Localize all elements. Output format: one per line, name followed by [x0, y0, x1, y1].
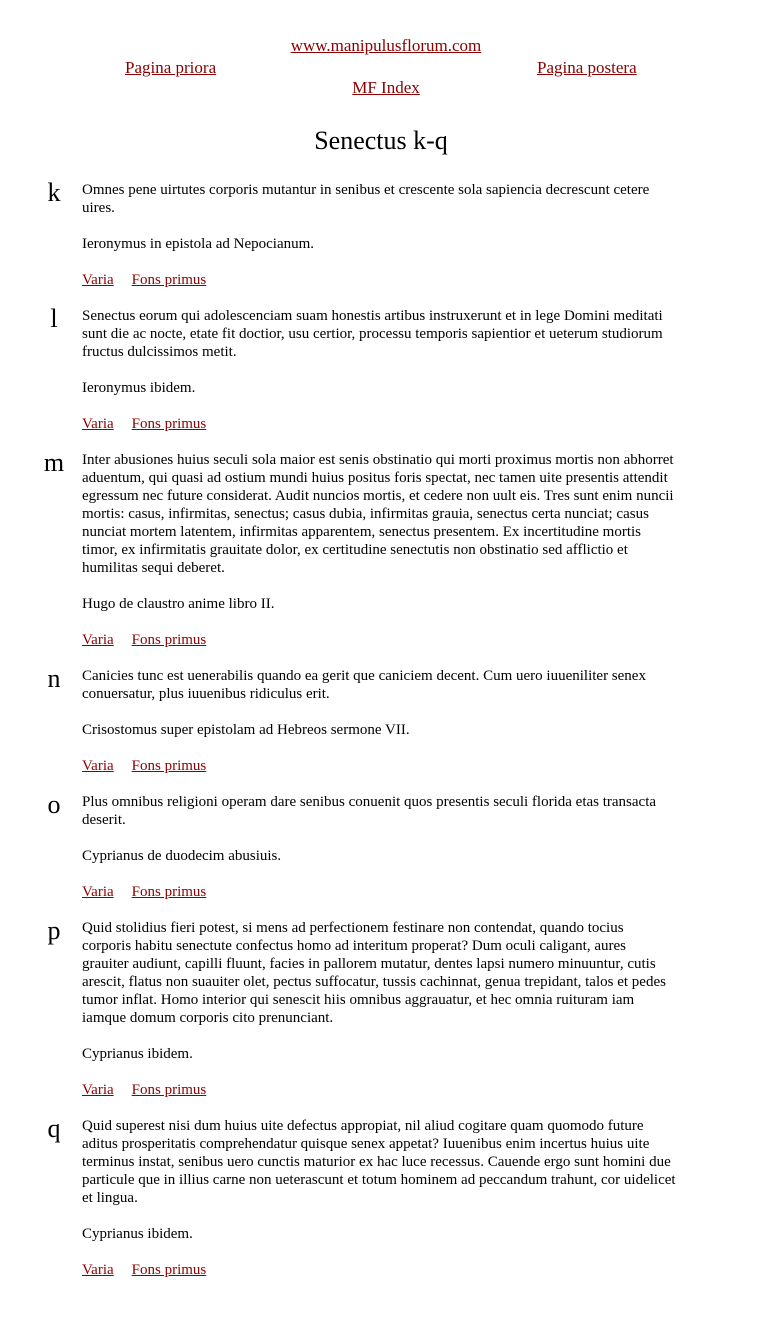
- entry-text: Canicies tunc est uenerabilis quando ea gerit que caniciem decent. Cum uero iuueniliter senex conuersatur, plus iuuenibus ridiculus erit.: [82, 668, 646, 702]
- entry-text: Senectus eorum qui adolescenciam suam honestis artibus instruxerunt et in lege Domini meditati sunt die ac nocte, etate fit doctior, usu certior, processu temporis sapientior et ueterum studiorum fructus dulcissimos metit.: [82, 308, 663, 360]
- varia-link[interactable]: Varia: [82, 758, 114, 774]
- previous-page-link[interactable]: Pagina priora: [125, 58, 217, 77]
- entry-letter: o: [47, 790, 61, 819]
- entry-letter: k: [47, 178, 61, 207]
- fons-primus-link[interactable]: Fons primus: [131, 1082, 207, 1098]
- entry-text: Quid stolidius fieri potest, si mens ad perfectionem festinare non contendat, quando tocius corporis habitu senectute confectus homo ad interitum properat? Dum oculi caligant, aures grauiter audiunt, capilli fluunt, facies in pallorem mutatur, dentes lapsi numero minuuntur, cutis arescit, flatus non suauiter olet, pectus suffocatur, tussis cachinnat, genua trepidant, talos et pedes tumor inflat. Homo interior qui senescit hiis omnibus aggrauatur, et hec omnia ruituram iam iamque domum corporis cito prenunciant.: [82, 920, 666, 1026]
- entry-source: Hugo de claustro anime libro II.: [82, 596, 275, 612]
- varia-link[interactable]: Varia: [82, 1262, 114, 1278]
- fons-primus-link[interactable]: Fons primus: [131, 272, 207, 288]
- entry-letter: p: [47, 916, 61, 945]
- site-link[interactable]: www.manipulusflorum.com: [290, 36, 482, 55]
- fons-primus-link[interactable]: Fons primus: [131, 758, 207, 774]
- entry-source: Cyprianus ibidem.: [82, 1226, 193, 1242]
- entry-letter: n: [47, 664, 61, 693]
- entry-source: Cyprianus de duodecim abusiuis.: [82, 848, 282, 864]
- varia-link[interactable]: Varia: [82, 884, 114, 900]
- fons-primus-link[interactable]: Fons primus: [131, 1262, 207, 1278]
- entry-source: Cyprianus ibidem.: [82, 1046, 193, 1062]
- fons-primus-link[interactable]: Fons primus: [131, 632, 207, 648]
- entry-letter: m: [43, 448, 65, 477]
- entry-letter: l: [50, 304, 58, 333]
- fons-primus-link[interactable]: Fons primus: [131, 416, 207, 432]
- page-title: Senectus k-q: [314, 126, 448, 155]
- entry-text: Omnes pene uirtutes corporis mutantur in senibus et crescente sola sapiencia decrescunt cetere uires.: [82, 182, 650, 216]
- varia-link[interactable]: Varia: [82, 1082, 114, 1098]
- entry-text: Plus omnibus religioni operam dare senibus conuenit quos presentis seculi florida etas transacta deserit.: [82, 794, 657, 828]
- entry-text: Inter abusiones huius seculi sola maior est senis obstinatio qui morti proximus mortis non abhorret aduentum, qui quasi ad ostium mundi huius positus foris spectat, nec tamen uite presentis attendit egressum nec future considerat. Audit nuncios mortis, et cedere non uult eis. Tres sunt enim nuncii mortis: casus, infirmitas, senectus; casus dubia, infirmitas grauia, senectus certa nunciat; casus nunciat mortem latentem, infirmitas apparentem, senectus presentem. Ex incertitudine mortis timor, ex infirmitatis grauitate dolor, ex certitudine senectutis non obstinatio sed afflictio et humilitas sequi deberet.: [82, 452, 674, 576]
- mf-index-link[interactable]: MF Index: [352, 78, 420, 97]
- fons-primus-link[interactable]: Fons primus: [131, 884, 207, 900]
- varia-link[interactable]: Varia: [82, 416, 114, 432]
- varia-link[interactable]: Varia: [82, 272, 114, 288]
- next-page-link[interactable]: Pagina postera: [537, 58, 637, 77]
- entry-source: Ieronymus ibidem.: [82, 380, 196, 396]
- entry-letter: q: [47, 1114, 61, 1143]
- entry-source: Ieronymus in epistola ad Nepocianum.: [82, 236, 315, 252]
- entry-text: Quid superest nisi dum huius uite defectus appropiat, nil aliud cogitare quam quomodo future aditus prosperitatis comprehendatur quisque senex appetat? Iuuenibus enim incertus huius uite terminus instat, senibus uero cunctis maturior ex hac luce recessus. Cauende ergo sunt homini due particule que in illius carne non ueterascunt et totum hominem ad peccandum trahunt, cor uidelicet et lingua.: [82, 1118, 676, 1206]
- varia-link[interactable]: Varia: [82, 632, 114, 648]
- entry-source: Crisostomus super epistolam ad Hebreos sermone VII.: [82, 722, 410, 738]
